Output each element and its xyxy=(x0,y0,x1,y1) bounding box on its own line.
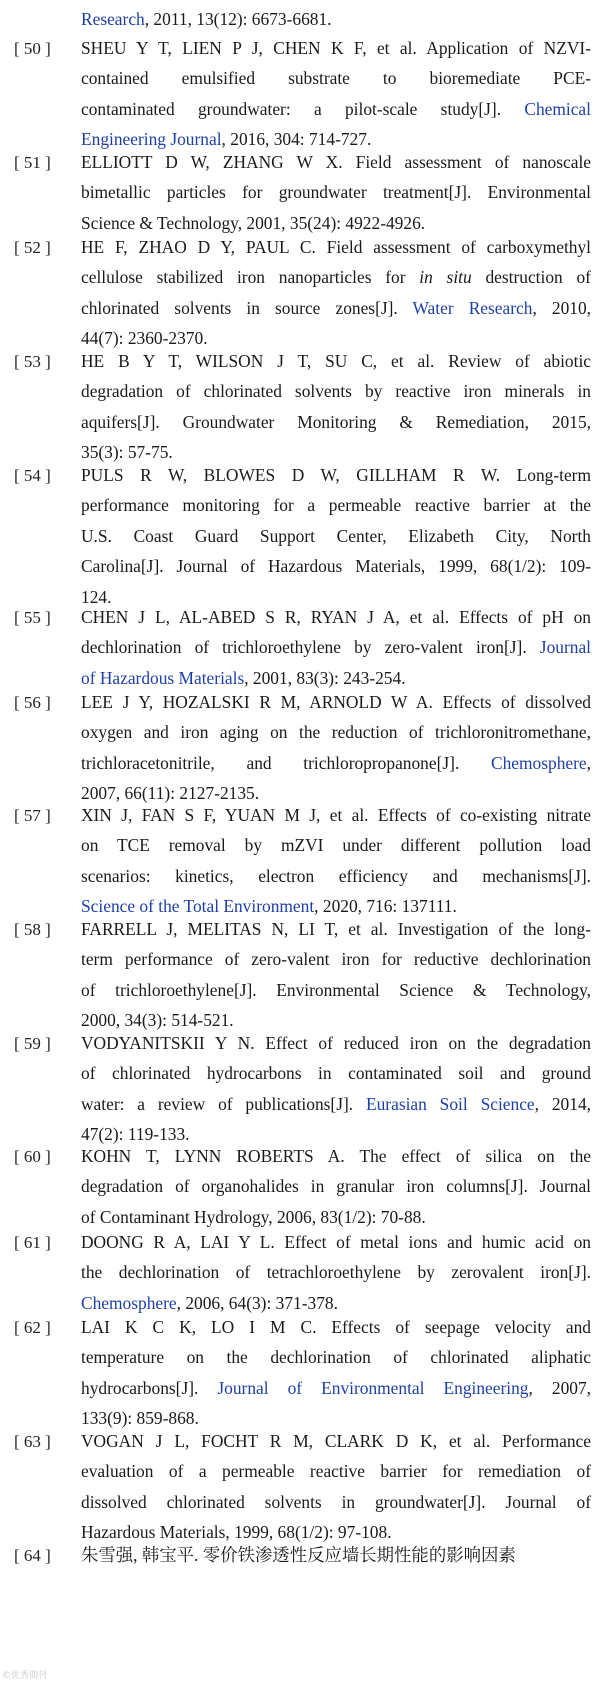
citation-text: oxygen and iron aging on the reduction of trichloronitromethane, xyxy=(81,722,591,743)
citation-text: 44(7): 2360-2370. xyxy=(81,328,208,349)
journal-link[interactable]: Science of the Total Environment xyxy=(81,896,315,917)
citation-text: KOHN T, LYNN ROBERTS A. The effect of silica on the xyxy=(81,1146,591,1166)
reference-line xyxy=(81,1058,591,1088)
reference-line xyxy=(81,944,591,974)
reference-line xyxy=(81,1373,591,1403)
reference-line xyxy=(81,232,591,262)
reference-text xyxy=(81,1540,591,1570)
citation-text: dissolved chlorinated solvents in groundwater[J]. Journal of xyxy=(81,1491,591,1512)
reference-number: [ 64 ] xyxy=(14,1546,51,1565)
citation-text: U.S. Coast Guard Support Center, Elizabeth City, North xyxy=(81,525,591,546)
reference-entry xyxy=(0,687,608,809)
reference-text xyxy=(81,147,591,238)
reference-entry xyxy=(0,602,608,693)
reference-entry xyxy=(0,1227,608,1318)
reference-line xyxy=(81,1028,591,1058)
reference-line xyxy=(81,748,591,778)
reference-line xyxy=(81,800,591,830)
reference-number: [ 53 ] xyxy=(14,352,51,371)
reference-line xyxy=(81,830,591,860)
citation-text: cellulose stabilized iron nanoparticles for xyxy=(81,267,420,288)
reference-line xyxy=(81,1456,591,1486)
citation-text: 朱雪强, 韩宝平. 零价铁渗透性反应墙长期性能的影响因素 xyxy=(81,1545,516,1565)
reference-line xyxy=(81,1171,591,1201)
reference-line xyxy=(81,293,591,323)
citation-text: chlorinated solvents in source zones[J]. xyxy=(81,297,413,318)
reference-line xyxy=(81,262,591,292)
citation-text: LAI K C K, LO I M C. Effects of seepage velocity and xyxy=(81,1317,591,1337)
citation-text: of chlorinated hydrocarbons in contaminated soil and ground xyxy=(81,1063,591,1084)
reference-line xyxy=(81,632,591,662)
reference-number: [ 62 ] xyxy=(14,1318,51,1337)
citation-text: scenarios: kinetics, electron efficiency and mechanisms[J]. xyxy=(81,865,591,886)
reference-number: [ 50 ] xyxy=(14,39,51,58)
reference-entry xyxy=(0,914,608,1036)
reference-number: [ 60 ] xyxy=(14,1147,51,1166)
journal-link[interactable]: Water Research xyxy=(412,297,533,318)
citation-text: contaminated groundwater: a pilot-scale study[J]. xyxy=(81,98,525,119)
citation-text: FARRELL J, MELITAS N, LI T, et al. Investigation of the long- xyxy=(81,919,591,939)
reference-line xyxy=(81,63,591,93)
citation-text: VODYANITSKII Y N. Effect of reduced iron on the degradation xyxy=(81,1033,591,1053)
citation-text: degradation of chlorinated solvents by reactive iron minerals in xyxy=(81,381,591,402)
citation-text: , 2010, xyxy=(532,297,591,318)
reference-line xyxy=(81,1312,591,1342)
reference-line xyxy=(81,602,591,632)
reference-line xyxy=(81,1487,591,1517)
citation-text: 2007, 66(11): 2127-2135. xyxy=(81,783,260,804)
reference-text xyxy=(81,1312,591,1434)
journal-link[interactable]: Chemosphere xyxy=(81,1292,177,1313)
journal-link[interactable]: Eurasian Soil Science xyxy=(365,1093,535,1114)
citation-text: , 2011, 13(12): 6673-6681. xyxy=(144,9,332,29)
citation-text: 124. xyxy=(81,586,112,607)
citation-text: temperature on the dechlorination of chlorinated aliphatic xyxy=(81,1347,591,1368)
citation-text: degradation of organohalides in granular iron columns[J]. Journal xyxy=(81,1176,591,1197)
reference-text xyxy=(81,1227,591,1318)
reference-line xyxy=(81,346,591,376)
reference-entry xyxy=(0,1426,608,1548)
citation-text: 47(2): 119-133. xyxy=(81,1124,190,1145)
journal-link[interactable]: of Hazardous Materials xyxy=(81,667,245,688)
citation-text: LEE J Y, HOZALSKI R M, ARNOLD W A. Effects of dissolved xyxy=(81,692,591,712)
reference-entry xyxy=(0,1141,608,1232)
reference-number: [ 55 ] xyxy=(14,608,51,627)
citation-text: Carolina[J]. Journal of Hazardous Materials, 1999, 68(1/2): 109- xyxy=(81,556,591,577)
reference-line xyxy=(81,1141,591,1171)
reference-line xyxy=(81,460,591,490)
reference-line xyxy=(81,407,591,437)
citation-text: , 2016, 304: 714-727. xyxy=(221,129,372,150)
reference-line xyxy=(81,1257,591,1287)
reference-number: [ 54 ] xyxy=(14,466,51,485)
reference-entry xyxy=(0,1028,608,1150)
reference-line xyxy=(81,1426,591,1456)
reference-line xyxy=(81,687,591,717)
citation-text: , 2006, 64(3): 371-378. xyxy=(176,1292,338,1313)
reference-text xyxy=(81,460,591,612)
citation-text: destruction of xyxy=(471,267,591,288)
reference-text xyxy=(81,602,591,693)
citation-text: bimetallic particles for groundwater treatment[J]. Environmental xyxy=(81,182,591,203)
citation-text: HE B Y T, WILSON J T, SU C, et al. Review of abiotic xyxy=(81,351,591,371)
reference-number: [ 57 ] xyxy=(14,806,51,825)
reference-line xyxy=(81,1540,591,1570)
reference-entry xyxy=(0,232,608,354)
citation-text: Hazardous Materials, 1999, 68(1/2): 97-108. xyxy=(81,1522,392,1543)
citation-text: DOONG R A, LAI Y L. Effect of metal ions and humic acid on xyxy=(81,1232,591,1252)
reference-text xyxy=(81,346,591,468)
reference-number: [ 61 ] xyxy=(14,1233,51,1252)
reference-number: [ 63 ] xyxy=(14,1432,51,1451)
citation-text: CHEN J L, AL-ABED S R, RYAN J A, et al. Effects of pH on xyxy=(81,607,591,627)
journal-link[interactable]: Journal xyxy=(539,637,591,658)
journal-link[interactable]: Journal of Environmental Engineering xyxy=(217,1377,529,1398)
reference-line xyxy=(81,551,591,581)
citation-text: ELLIOTT D W, ZHANG W X. Field assessment of nanoscale xyxy=(81,152,591,172)
citation-text: of Contaminant Hydrology, 2006, 83(1/2): 70-88. xyxy=(81,1206,426,1227)
reference-text xyxy=(81,1141,591,1232)
citation-text: 2000, 34(3): 514-521. xyxy=(81,1010,234,1031)
reference-line xyxy=(81,1342,591,1372)
citation-text: , 2014, xyxy=(534,1093,591,1114)
reference-line xyxy=(81,521,591,551)
citation-text: PULS R W, BLOWES D W, GILLHAM R W. Long-term xyxy=(81,465,591,485)
citation-text: SHEU Y T, LIEN P J, CHEN K F, et al. Application of NZVI- xyxy=(81,38,591,58)
journal-link[interactable]: Chemosphere xyxy=(491,752,587,773)
citation-text: water: a review of publications[J]. xyxy=(81,1093,366,1114)
reference-number: [ 52 ] xyxy=(14,238,51,257)
citation-text: Science & Technology, 2001, 35(24): 4922-4926. xyxy=(81,212,426,233)
reference-number: [ 56 ] xyxy=(14,693,51,712)
citation-text: hydrocarbons[J]. xyxy=(81,1377,218,1398)
reference-line xyxy=(81,717,591,747)
citation-text: , xyxy=(586,752,591,773)
reference-text xyxy=(81,232,591,354)
citation-text: 133(9): 859-868. xyxy=(81,1408,199,1429)
reference-top-fragment xyxy=(0,4,608,34)
citation-text: of trichloroethylene[J]. Environmental Science & Technology, xyxy=(81,979,591,1000)
reference-entry xyxy=(0,460,608,612)
citation-text: on TCE removal by mZVI under different pollution load xyxy=(81,835,591,856)
reference-text xyxy=(81,33,591,155)
reference-entry xyxy=(0,1540,608,1570)
journal-link[interactable]: Chemical xyxy=(524,98,591,119)
citation-text: the dechlorination of tetrachloroethylene by zerovalent iron[J]. xyxy=(81,1262,591,1283)
reference-text xyxy=(81,800,591,922)
citation-text: performance monitoring for a permeable reactive barrier at the xyxy=(81,495,591,516)
citation-text: aquifers[J]. Groundwater Monitoring & Remediation, 2015, xyxy=(81,411,591,432)
reference-line xyxy=(81,861,591,891)
reference-line xyxy=(81,177,591,207)
reference-line xyxy=(81,975,591,1005)
reference-entry xyxy=(0,33,608,155)
citation-text: VOGAN J L, FOCHT R M, CLARK D K, et al. Performance xyxy=(81,1431,591,1451)
italic-text: in situ xyxy=(419,267,472,288)
reference-line xyxy=(81,490,591,520)
reference-entry xyxy=(0,800,608,922)
citation-text: XIN J, FAN S F, YUAN M J, et al. Effects of co-existing nitrate xyxy=(81,805,591,825)
citation-text: HE F, ZHAO D Y, PAUL C. Field assessment of carboxymethyl xyxy=(81,237,591,257)
citation-text: evaluation of a permeable reactive barrier for remediation of xyxy=(81,1461,591,1482)
reference-line xyxy=(81,147,591,177)
reference-text xyxy=(81,914,591,1036)
journal-link[interactable]: Engineering Journal xyxy=(81,129,222,150)
citation-text: term performance of zero-valent iron for reductive dechlorination xyxy=(81,949,591,970)
citation-text: , 2007, xyxy=(528,1377,592,1398)
citation-text: trichloracetonitrile, and trichloropropanone[J]. xyxy=(81,752,492,773)
citation-text: , 2020, 716: 137111. xyxy=(314,896,457,917)
citation-text: dechlorination of trichloroethylene by zero-valent iron[J]. xyxy=(81,637,540,658)
reference-line xyxy=(81,1089,591,1119)
reference-line xyxy=(81,33,591,63)
reference-number: [ 51 ] xyxy=(14,153,51,172)
reference-entry xyxy=(0,147,608,238)
reference-line xyxy=(81,1227,591,1257)
citation-text: , 2001, 83(3): 243-254. xyxy=(244,667,406,688)
reference-entry xyxy=(0,1312,608,1434)
reference-line xyxy=(81,376,591,406)
reference-text xyxy=(81,687,591,809)
reference-text xyxy=(81,1426,591,1548)
journal-link[interactable]: Research xyxy=(81,9,145,29)
reference-line xyxy=(81,94,591,124)
citation-text: 35(3): 57-75. xyxy=(81,442,173,463)
reference-number: [ 58 ] xyxy=(14,920,51,939)
reference-entry xyxy=(0,346,608,468)
reference-line xyxy=(81,914,591,944)
reference-number: [ 59 ] xyxy=(14,1034,51,1053)
reference-text xyxy=(81,1028,591,1150)
citation-text: contained emulsified substrate to bioremediate PCE- xyxy=(81,68,591,89)
watermark-text: ©优秀期刊 xyxy=(2,1671,48,1681)
